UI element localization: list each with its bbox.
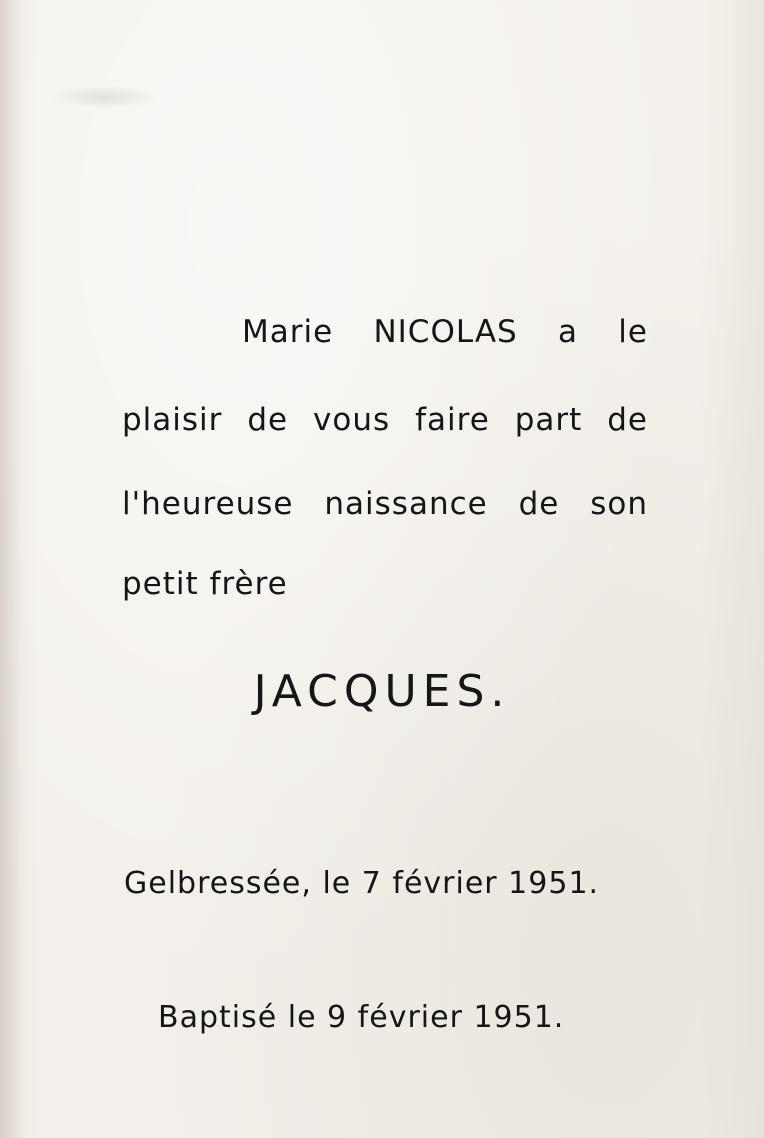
announcement-line-3: l'heureuse naissance de son xyxy=(122,486,648,522)
announcement-line-1: Marie NICOLAS a le xyxy=(242,314,648,350)
baby-name: JACQUES. xyxy=(253,666,511,717)
paper-smudge xyxy=(50,85,160,109)
baptism-date: Baptisé le 9 février 1951. xyxy=(158,1000,565,1035)
announcement-line-4: petit frère xyxy=(122,566,288,602)
paper-edge-shadow xyxy=(0,0,22,1138)
birth-place-date: Gelbressée, le 7 février 1951. xyxy=(124,866,600,901)
announcement-line-2: plaisir de vous faire part de xyxy=(122,402,648,438)
